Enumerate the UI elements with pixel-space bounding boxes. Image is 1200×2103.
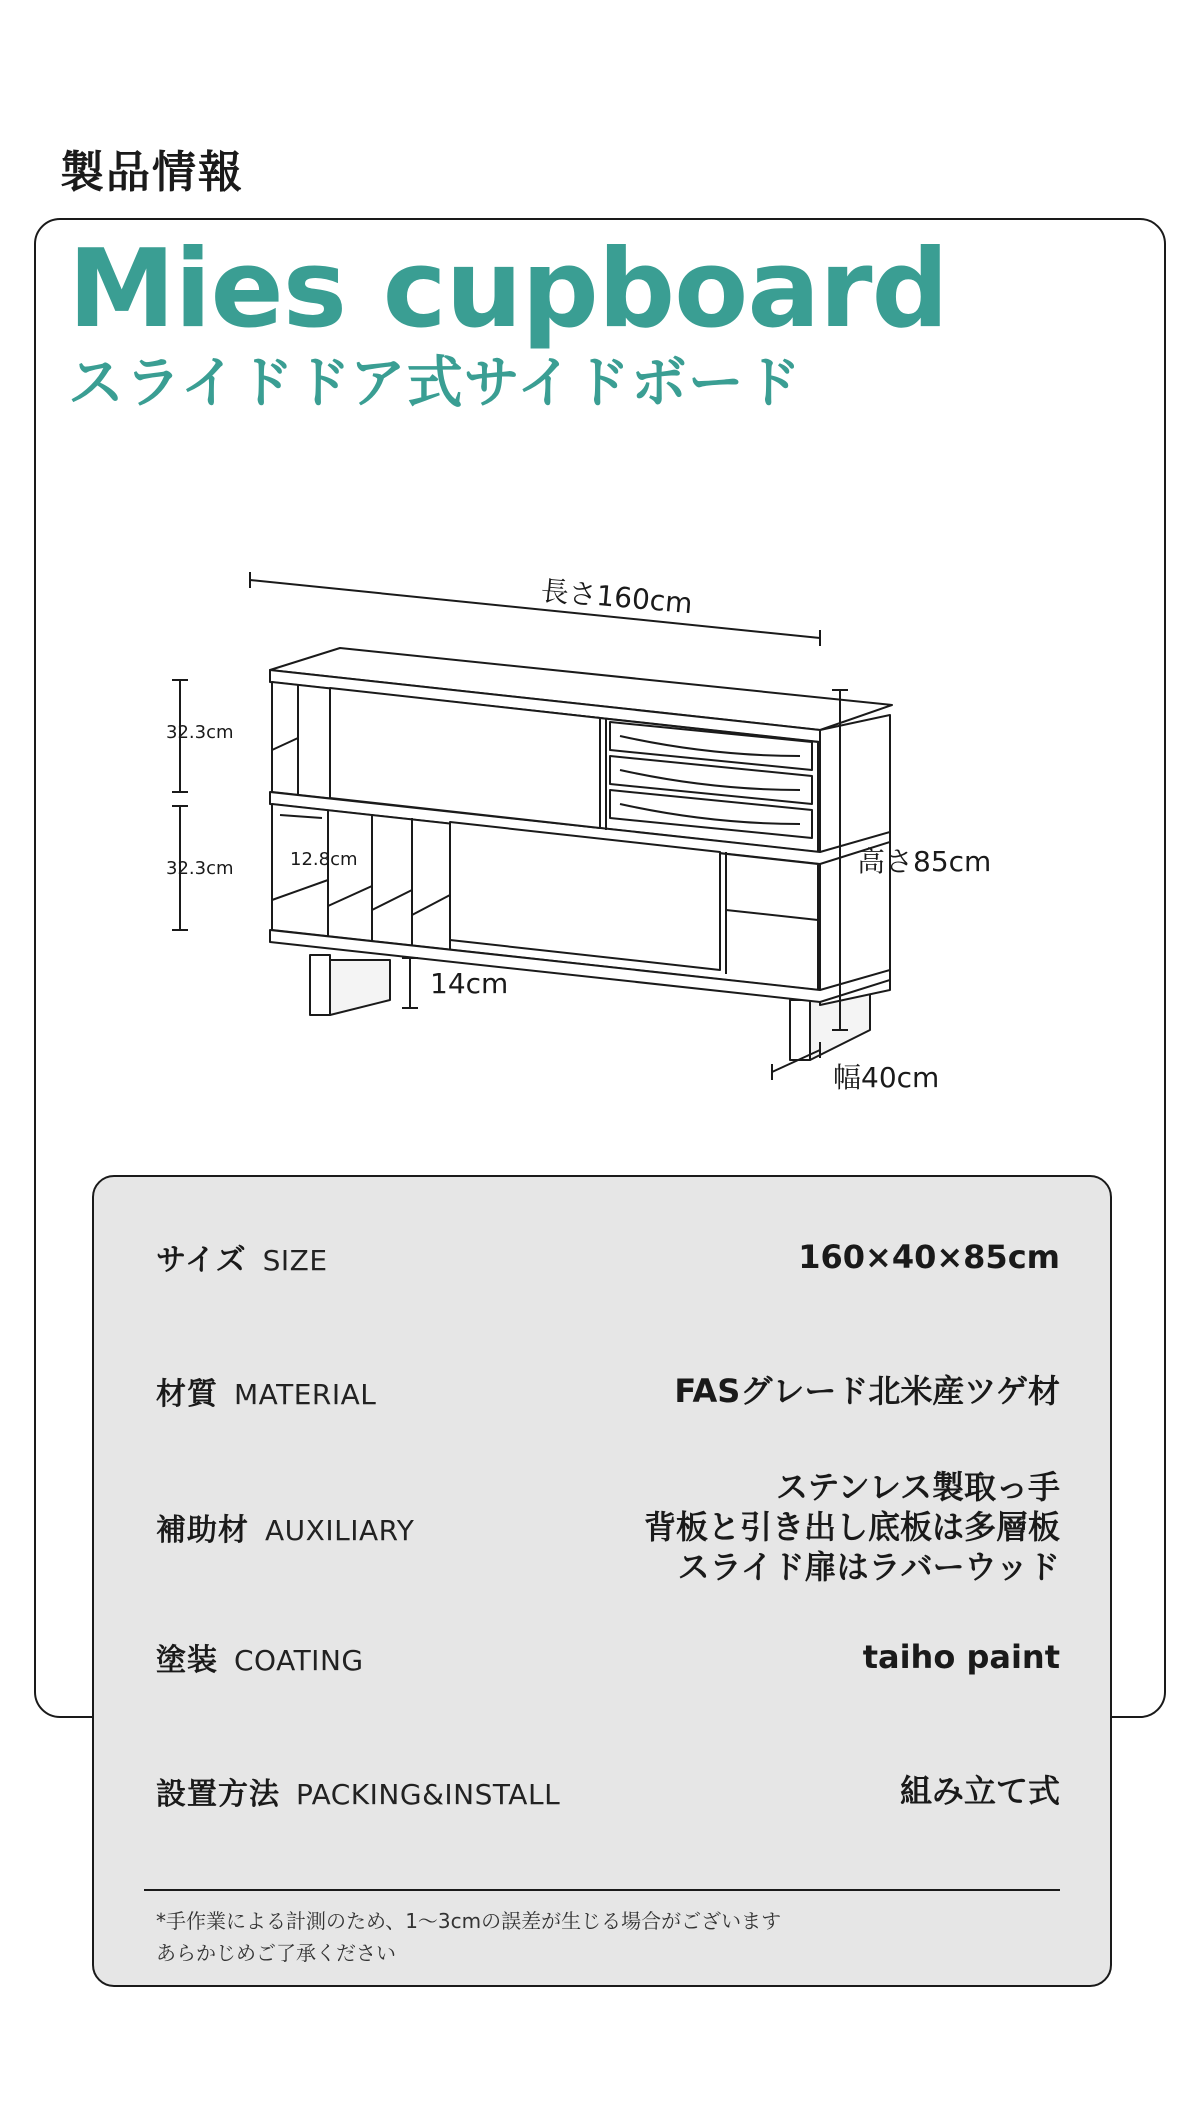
spec-value <box>674 1371 1060 1411</box>
product-name: Mies cupboard <box>68 227 948 352</box>
dim-height-label: 高さ85cm <box>857 845 992 878</box>
spec-label-en: SIZE <box>262 1244 328 1277</box>
spec-value-line: 背板と引き出し底板は多層板 <box>643 1508 1060 1546</box>
spec-label-jp: 塗装 <box>156 1643 218 1678</box>
spec-value-line: taiho paint <box>862 1638 1060 1676</box>
spec-label-jp: 材質 <box>156 1377 218 1412</box>
spec-value-line: ステンレス製取っ手 <box>775 1468 1060 1506</box>
spec-row-auxiliary <box>94 1468 1110 1586</box>
spec-row-size <box>94 1217 1110 1297</box>
spec-label-en: COATING <box>234 1644 364 1677</box>
spec-value <box>644 1467 1060 1587</box>
spec-row-coating <box>94 1617 1110 1697</box>
leg-right <box>790 1000 810 1060</box>
spec-value-line: FASグレード北米産ツゲ材 <box>674 1372 1060 1410</box>
dimension-diagram <box>150 560 1110 1120</box>
spec-divider <box>144 1889 1060 1891</box>
spec-row-material <box>94 1351 1110 1431</box>
measurement-note <box>156 1905 781 1969</box>
spec-value-line: 組み立て式 <box>899 1772 1060 1810</box>
leg-left-inner <box>330 960 390 1015</box>
spec-label-jp: 補助材 <box>156 1513 249 1548</box>
note-line: *手作業による計測のため、1～3cmの誤差が生じる場合がございます <box>156 1909 782 1933</box>
spec-label-jp: 設置方法 <box>156 1777 280 1812</box>
spec-value-line: 160×40×85cm <box>798 1238 1060 1276</box>
dim-compartment-label: 12.8cm <box>290 849 358 870</box>
product-subtitle: スライドドア式サイドボード <box>68 351 802 416</box>
spec-label-en: AUXILIARY <box>265 1514 415 1547</box>
dim-lower-shelf-label: 32.3cm <box>166 858 234 879</box>
note-line: あらかじめご了承ください <box>156 1941 396 1965</box>
section-heading: 製品情報 <box>60 147 244 198</box>
spec-label-en: PACKING&INSTALL <box>296 1778 561 1811</box>
dim-length-label: 長さ160cm <box>539 574 694 621</box>
dim-leg-label: 14cm <box>430 967 509 1000</box>
dim-upper-shelf-label: 32.3cm <box>166 722 234 743</box>
spec-value <box>863 1637 1060 1677</box>
spec-table <box>92 1175 1112 1987</box>
spec-value <box>900 1771 1060 1811</box>
spec-value <box>798 1237 1060 1277</box>
spec-label-jp: サイズ <box>156 1243 247 1278</box>
dim-depth-label: 幅40cm <box>833 1061 940 1094</box>
leg-left <box>310 955 330 1015</box>
spec-row-install <box>94 1751 1110 1831</box>
cupboard-drawing <box>150 560 1110 1120</box>
spec-label-en: MATERIAL <box>234 1378 377 1411</box>
spec-value-line: スライド扉はラバーウッド <box>677 1548 1060 1586</box>
